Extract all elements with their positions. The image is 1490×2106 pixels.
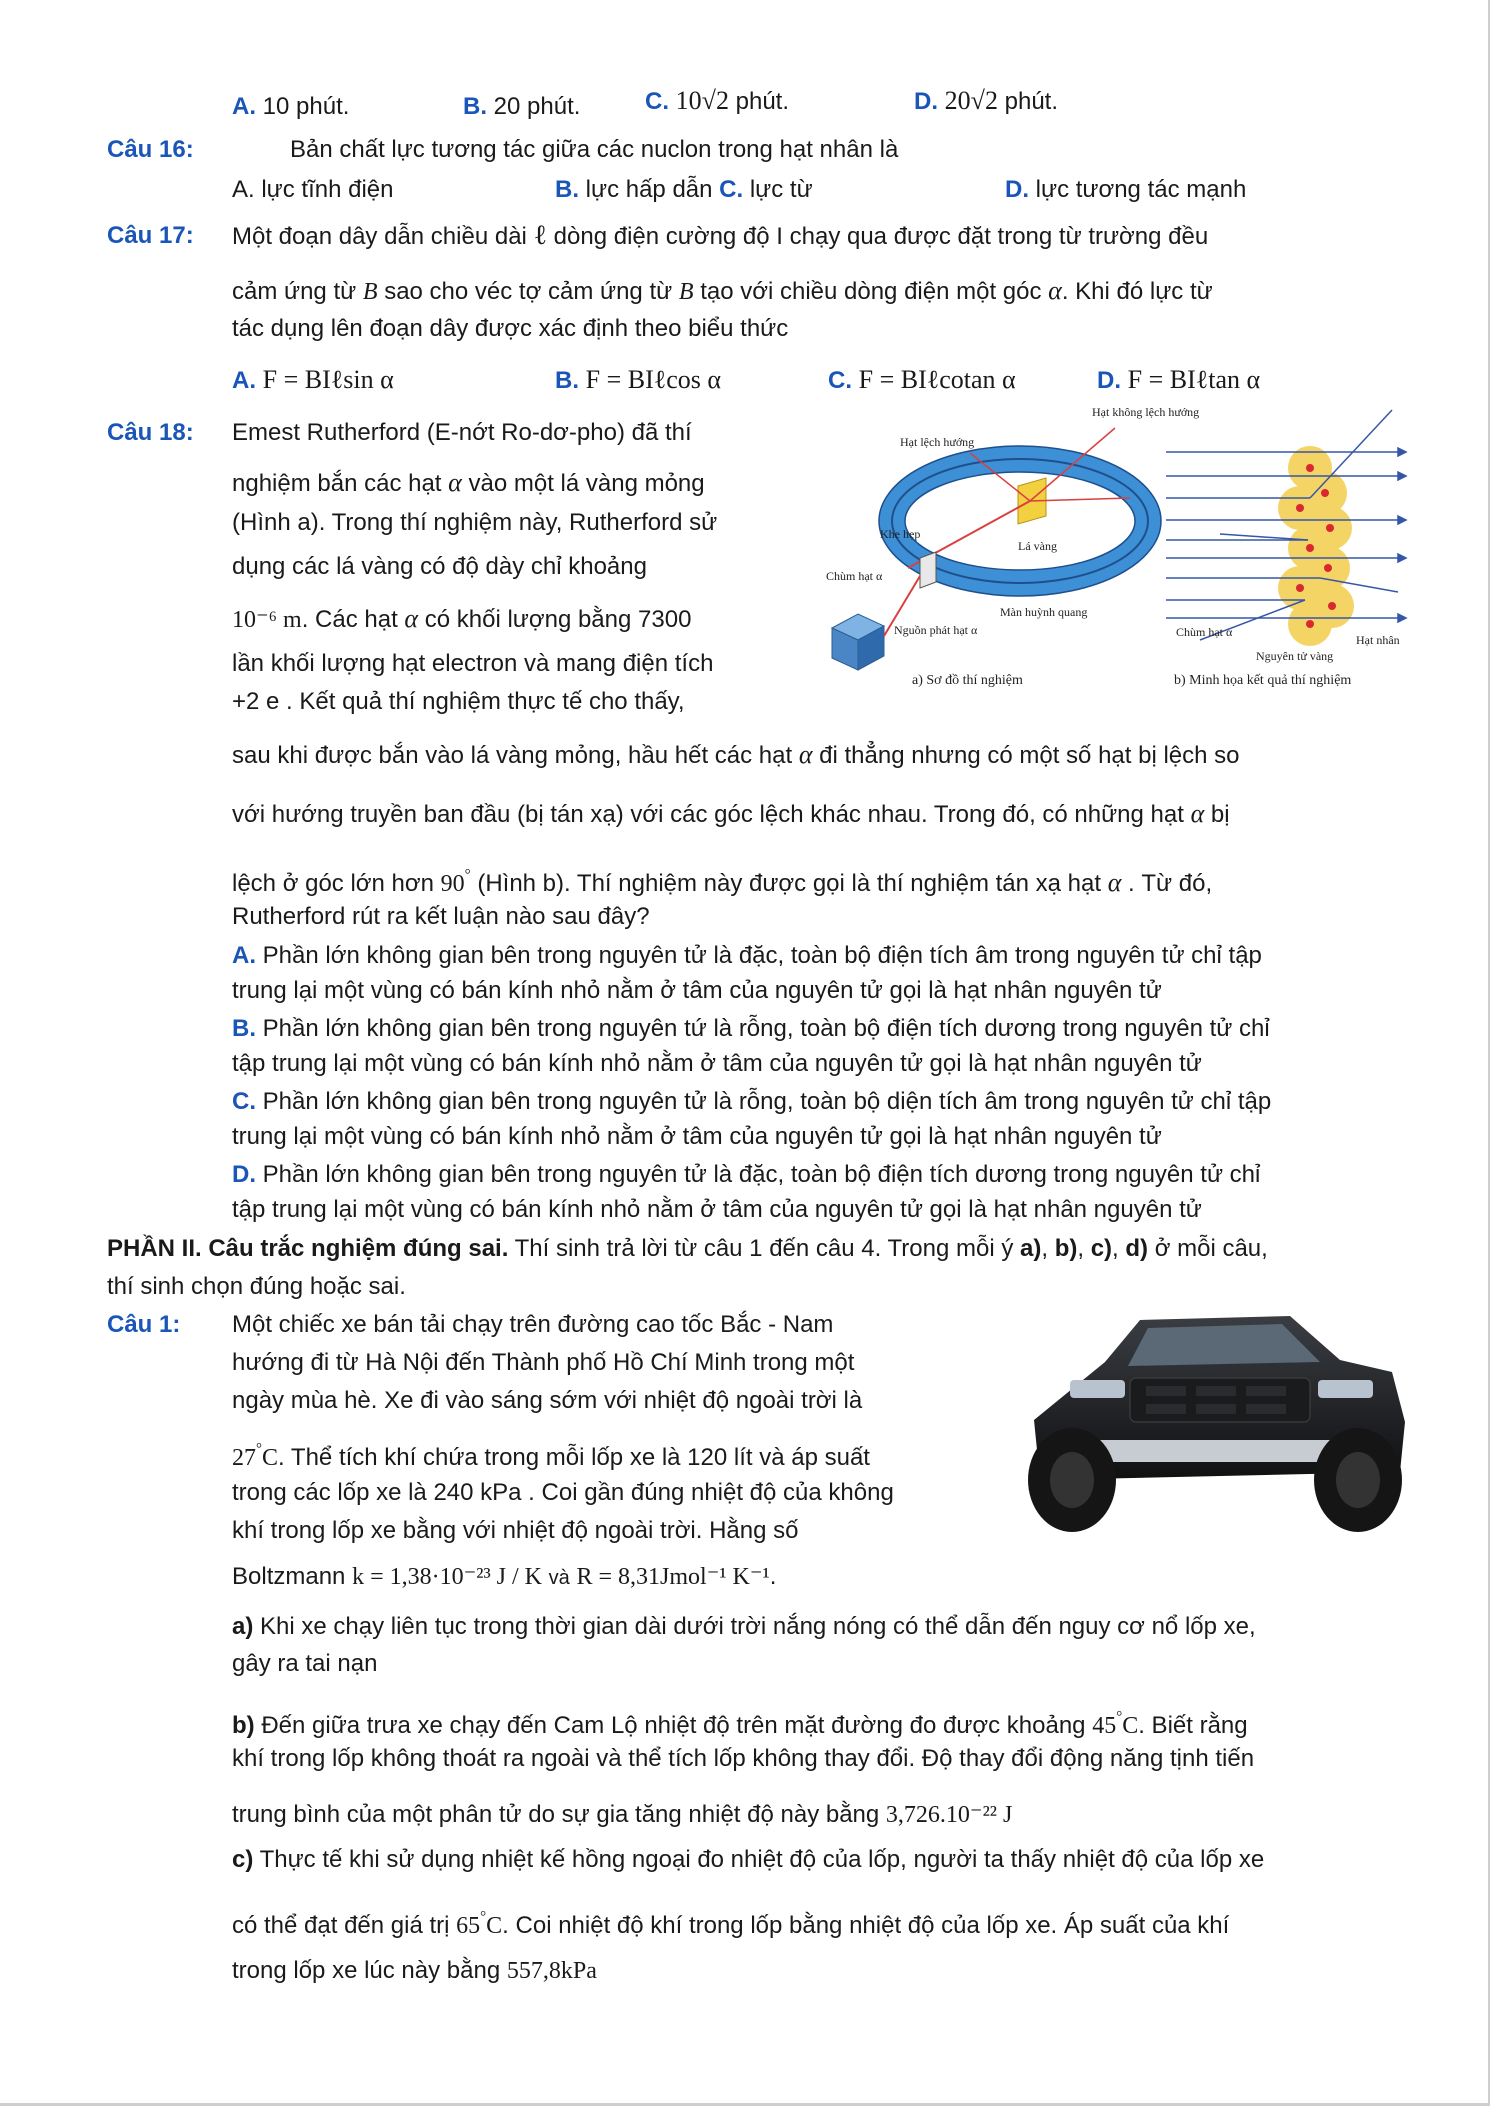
q1-statement-b-cont: khí trong lốp không thoát ra ngoài và thể tích lốp không thay đổi. Độ thay đổi động năng tịnh tiến	[232, 1745, 1255, 1772]
q17-option-c[interactable]: C. F = BIℓcotan α	[828, 365, 1016, 394]
pickup-truck-image	[1020, 1302, 1415, 1542]
q17-option-b[interactable]: B. F = BIℓcos α	[555, 365, 722, 394]
q1-line-3: ngày mùa hè. Xe đi vào sáng sớm với nhiệt độ ngoài trời là	[232, 1387, 863, 1414]
label-beam: Chùm hạt α	[826, 569, 883, 583]
caption-figure-b: b) Minh họa kết quả thí nghiệm	[1174, 673, 1352, 688]
q17-option-a[interactable]: A. F = BIℓsin α	[232, 365, 394, 394]
figure-a-experiment-diagram	[820, 405, 1200, 698]
q16-option-d[interactable]: D. lực tương tác mạnh	[1005, 176, 1247, 203]
q1-line-1: Một chiếc xe bán tải chạy trên đường cao tốc Bắc - Nam	[232, 1311, 834, 1338]
q18-line-9: với hướng truyền ban đầu (bị tán xạ) với các góc lệch khác nhau. Trong đó, có những hạt α bị	[232, 799, 1230, 828]
caption-figure-a: a) Sơ đồ thí nghiệm	[912, 673, 1023, 688]
q16-label: Câu 16:	[107, 136, 194, 163]
q1-statement-c-cont: có thể đạt đến giá trị 65°C. Coi nhiệt độ khí trong lốp bằng nhiệt độ của lốp xe. Áp suất của khí	[232, 1909, 1230, 1939]
q18-line-6: lần khối lượng hạt electron và mang điện tích	[232, 650, 714, 677]
q1-line-4: 27°C. Thể tích khí chứa trong mỗi lốp xe là 120 lít và áp suất	[232, 1441, 870, 1471]
q18-option-a[interactable]: A. Phần lớn không gian bên trong nguyên tử là đặc, toàn bộ điện tích âm trong nguyên tử chỉ tập	[232, 942, 1262, 969]
b-vector: B	[362, 279, 378, 305]
q1-statement-b-cont-2: trung bình của một phân tử do sự gia tăng nhiệt độ này bằng 3,726.10⁻²² J	[232, 1801, 1013, 1828]
q18-line-3: (Hình a). Trong thí nghiệm này, Rutherford sử	[232, 509, 718, 536]
q18-line-1: Emest Rutherford (E-nớt Ro-dơ-pho) đã thí	[232, 419, 692, 446]
q18-option-c[interactable]: C. Phần lớn không gian bên trong nguyên tử là rỗng, toàn bộ diện tích âm trong nguyên tử chỉ tập	[232, 1088, 1272, 1115]
q1-label: Câu 1:	[107, 1311, 181, 1338]
label-slit: Khe hẹp	[880, 527, 921, 541]
q15-option-a[interactable]: A. 10 phút.	[232, 93, 350, 120]
q15-option-b[interactable]: B. 20 phút.	[463, 93, 581, 120]
q18-option-d[interactable]: D. Phần lớn không gian bên trong nguyên tử là đặc, toàn bộ điện tích dương trong nguyên tử chỉ	[232, 1161, 1261, 1188]
q1-line-6: khí trong lốp xe bằng với nhiệt độ ngoài trời. Hằng số	[232, 1517, 799, 1544]
q1-statement-b[interactable]: b) Đến giữa trưa xe chạy đến Cam Lộ nhiệt độ trên mặt đường đo được khoảng 45°C. Biết rằng	[232, 1709, 1248, 1739]
q1-line-2: hướng đi từ Hà Nội đến Thành phố Hồ Chí Minh trong một	[232, 1349, 855, 1376]
q17-label: Câu 17:	[107, 222, 194, 249]
q1-statement-a[interactable]: a) Khi xe chạy liên tục trong thời gian dài dưới trời nắng nóng có thể dẫn đến nguy cơ nổ lốp xe,	[232, 1613, 1256, 1640]
q18-option-b-cont: tập trung lại một vùng có bán kính nhỏ nằm ở tâm của nguyên tử gọi là hạt nhân nguyên tử	[232, 1050, 1202, 1077]
q18-option-c-cont: trung lại một vùng có bán kính nhỏ nằm ở tâm của nguyên tử gọi là hạt nhân nguyên tử	[232, 1123, 1162, 1150]
q15-option-c[interactable]: C. 10√2 phút.	[645, 86, 790, 115]
label-foil: Lá vàng	[1018, 539, 1057, 553]
q1-line-5: trong các lốp xe là 240 kPa . Coi gần đúng nhiệt độ của không	[232, 1479, 894, 1506]
label-nucleus: Hạt nhân	[1356, 633, 1400, 647]
q1-statement-c[interactable]: c) Thực tế khi sử dụng nhiệt kế hồng ngoại đo nhiệt độ của lốp, người ta thấy nhiệt độ của lốp xe	[232, 1846, 1265, 1873]
q17-line-3: tác dụng lên đoạn dây được xác định theo biểu thức	[232, 315, 789, 342]
q17-option-d[interactable]: D. F = BIℓtan α	[1097, 365, 1261, 394]
part2-heading-cont: thí sinh chọn đúng hoặc sai.	[107, 1273, 406, 1300]
q18-label: Câu 18:	[107, 419, 194, 446]
q18-line-4: dụng các lá vàng có độ dày chỉ khoảng	[232, 553, 647, 580]
q15-option-d[interactable]: D. 20√2 phút.	[914, 86, 1059, 115]
q18-option-b[interactable]: B. Phần lớn không gian bên trong nguyên tứ là rỗng, toàn bộ điện tích dương trong nguyên tử chỉ	[232, 1015, 1270, 1042]
q18-line-5: 10⁻⁶ m. Các hạt α có khối lượng bằng 7300	[232, 604, 692, 633]
label-screen: Màn huỳnh quang	[1000, 605, 1088, 619]
label-undeflected: Hạt không lệch hướng	[1092, 405, 1200, 419]
q1-statement-a-cont: gây ra tai nạn	[232, 1650, 378, 1677]
part2-heading: PHẦN II. Câu trắc nghiệm đúng sai. Thí sinh trả lời từ câu 1 đến câu 4. Trong mỗi ý a), b), c), d) ở mỗi câu,	[107, 1235, 1268, 1262]
label-source: Nguồn phát hạt α	[894, 623, 978, 637]
label-gold-atom: Nguyên tử vàng	[1256, 649, 1334, 663]
q17-line-2: cảm ứng từ B sao cho véc tợ cảm ứng từ B tạo với chiều dòng điện một góc α. Khi đó lực từ	[232, 276, 1213, 305]
q18-line-11: Rutherford rút ra kết luận nào sau đây?	[232, 903, 650, 930]
q16-option-a[interactable]: A. lực tĩnh điện	[232, 176, 394, 203]
q18-line-2: nghiệm bắn các hạt α vào một lá vàng mỏng	[232, 468, 705, 497]
q17-line-1: Một đoạn dây dẫn chiều dài ℓ dòng điện cường độ I chạy qua được đặt trong từ trường đều	[232, 220, 1209, 251]
label-deflected: Hạt lệch hướng	[900, 435, 975, 449]
q18-line-10: lệch ở góc lớn hơn 90° (Hình b). Thí nghiệm này được gọi là thí nghiệm tán xạ hạt α . Từ đó,	[232, 867, 1213, 897]
b-vector: B	[678, 279, 694, 305]
q18-option-d-cont: tập trung lại một vùng có bán kính nhỏ nằm ở tâm của nguyên tử gọi là hạt nhân nguyên tử	[232, 1196, 1202, 1223]
q16-option-b[interactable]: B. lực hấp dẫn C. lực từ	[555, 176, 813, 203]
q1-statement-c-cont-2: trong lốp xe lúc này bằng 557,8kPa	[232, 1957, 597, 1984]
q18-line-8: sau khi được bắn vào lá vàng mỏng, hầu hết các hạt α đi thẳng nhưng có một số hạt bị lệch so	[232, 740, 1240, 769]
q18-line-7: +2 e . Kết quả thí nghiệm thực tế cho thấy,	[232, 688, 685, 715]
q16-stem: Bản chất lực tương tác giữa các nuclon trong hạt nhân là	[290, 136, 899, 163]
label-alpha-beam: Chùm hạt α	[1176, 625, 1233, 639]
q1-line-7: Boltzmann k = 1,38·10⁻²³ J / K và R = 8,31Jmol⁻¹ K⁻¹.	[232, 1563, 777, 1590]
figure-b-scattering-illustration	[1160, 408, 1420, 698]
q18-option-a-cont: trung lại một vùng có bán kính nhỏ nằm ở tâm của nguyên tử gọi là hạt nhân nguyên tử	[232, 977, 1162, 1004]
alpha-tracks	[1166, 410, 1406, 640]
